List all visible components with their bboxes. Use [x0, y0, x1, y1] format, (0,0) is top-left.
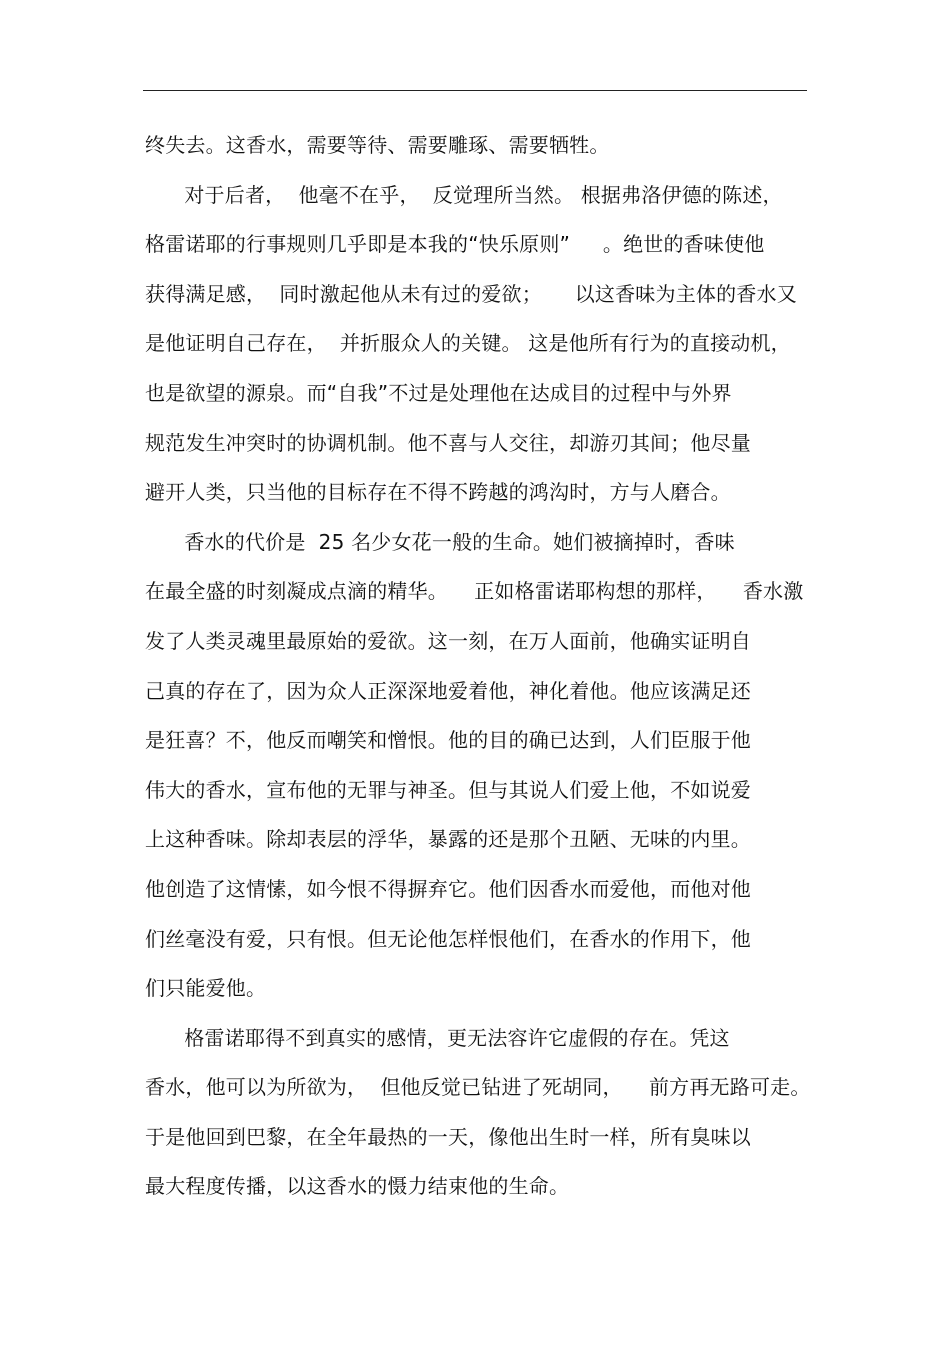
text-line: 最大程度传播，以这香水的慑力结束他的生命。	[145, 1174, 570, 1199]
header-rule	[143, 90, 807, 91]
body-text	[145, 126, 811, 1217]
text-line: 避开人类，只当他的目标存在不得不跨越的鸿沟时，方与人磨合。	[145, 480, 731, 505]
text-line: 们丝毫没有爱，只有恨。但无论他怎样恨他们，在香水的作用下，他	[145, 926, 751, 951]
text-line: 对于后者， 他毫不在乎， 反觉理所当然。 根据弗洛伊德的陈述，	[145, 182, 783, 207]
text-line: 格雷诺耶得不到真实的感情，更无法容许它虚假的存在。凭这	[145, 1025, 730, 1050]
text-line: 香水，他可以为所欲为， 但他反觉已钻进了死胡同， 前方再无路可走。	[145, 1075, 811, 1100]
text-line: 规范发生冲突时的协调机制。他不喜与人交往，却游刃其间；他尽量	[145, 430, 751, 455]
text-line: 发了人类灵魂里最原始的爱欲。这一刻，在万人面前，他确实证明自	[145, 628, 751, 653]
text-line: 是狂喜？不，他反而嘲笑和憎恨。他的目的确已达到，人们臣服于他	[145, 728, 751, 753]
text-line: 上这种香味。除却表层的浮华，暴露的还是那个丑陋、无味的内里。	[145, 827, 751, 852]
text-line: 香水的代价是 25 名少女花一般的生命。她们被摘掉时，香味	[145, 529, 735, 554]
text-line: 己真的存在了，因为众人正深深地爱着他，神化着他。他应该满足还	[145, 678, 751, 703]
text-line: 也是欲望的源泉。而“自我”不过是处理他在达成目的过程中与外界	[145, 380, 732, 405]
text-line: 于是他回到巴黎，在全年最热的一天，像他出生时一样，所有臭味以	[145, 1124, 751, 1149]
text-line: 在最全盛的时刻凝成点滴的精华。 正如格雷诺耶构想的那样， 香水激	[145, 579, 804, 604]
text-line: 获得满足感， 同时激起他从未有过的爱欲； 以这香味为主体的香水又	[145, 281, 797, 306]
text-line: 终失去。这香水，需要等待、需要雕琢、需要牺牲。	[145, 133, 610, 157]
text-line: 伟大的香水，宣布他的无罪与神圣。但与其说人们爱上他，不如说爱	[145, 777, 751, 802]
text-line: 格雷诺耶的行事规则几乎即是本我的“快乐原则” 。绝世的香味使他	[145, 232, 765, 257]
text-line: 他创造了这情愫，如今恨不得摒弃它。他们因香水而爱他，而他对他	[145, 876, 751, 901]
text-line: 们只能爱他。	[145, 976, 267, 1001]
text-line: 是他证明自己存在， 并折服众人的关键。 这是他所有行为的直接动机，	[145, 331, 791, 356]
